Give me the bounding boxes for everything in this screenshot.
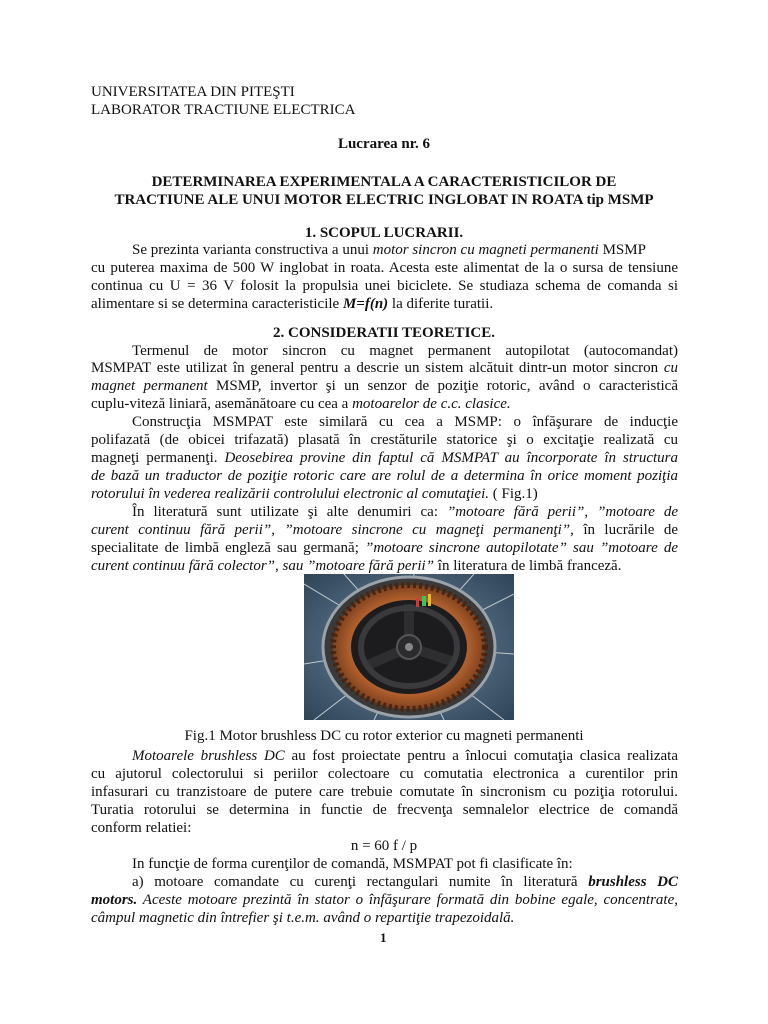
- section3-p1-line5: conform relatiei:: [91, 820, 192, 836]
- text-run-italic: Motoarele brushless DC: [132, 748, 285, 764]
- section1-line2: cu puterea maxima de 500 W inglobat in roata. Acesta este alimentat de la o sursa de tensiune: [91, 260, 678, 276]
- text-run: au fost proiectate pentru a înlocui comutaţia clasica realizata: [284, 748, 678, 764]
- text-run-italic: Aceste motoare prezintă în stator o înfăşurare formată din bobine egale, concentrate,: [137, 892, 678, 908]
- section2-p1-line3: [91, 377, 678, 395]
- text-run-italic: rotorului în vederea realizării controlului electronic al comutaţiei.: [91, 486, 489, 502]
- section2-p3-line3: [91, 539, 678, 557]
- section2-p3-line4: [91, 557, 621, 575]
- document-title-line2: TRACTIUNE ALE UNUI MOTOR ELECTRIC INGLOBAT IN ROATA tip MSMP: [114, 192, 654, 208]
- text-run-italic: motoarelor de c.c. clasice.: [352, 396, 511, 412]
- section3-p3-line1: [132, 873, 678, 891]
- text-run-bold-italic: brushless DC: [588, 874, 678, 890]
- section3-p3-line3: câmpul magnetic din întrefier şi t.e.m. având o repartiţie trapezoidală.: [91, 910, 515, 926]
- page-number: 1: [380, 930, 387, 945]
- document-title-line1: DETERMINAREA EXPERIMENTALA A CARACTERISTICILOR DE: [151, 174, 617, 190]
- section2-p2-line5: [91, 485, 538, 503]
- section2-p1-line2: [91, 359, 678, 377]
- section2-p2-line3: [91, 449, 678, 467]
- figure-reference: ( Fig.1): [489, 486, 538, 502]
- text-run: În literatură sunt utilizate şi alte denumiri ca:: [132, 504, 447, 520]
- section3-p3-line2: [91, 891, 678, 909]
- section3-p1-line2: cu ajutorul colectorului si periilor colectoare cu comutatia electronica a curentilor prin: [91, 766, 678, 782]
- section3-p1-line4: Turatia rotorului se determina in functie de frecvenţa semnalelor electrice de comandă: [91, 802, 678, 818]
- lab-name: LABORATOR TRACTIUNE ELECTRICA: [91, 102, 356, 118]
- text-run: specialitate de limbă engleză sau germană;: [91, 540, 365, 556]
- text-run-italic: motor sincron cu magneti permanenti: [372, 242, 599, 258]
- text-run: cuplu-viteză liniară, asemănătoare cu cea a: [91, 396, 353, 412]
- text-run: alimentare si se determina caracteristicile: [91, 296, 343, 312]
- section2-p3-line2: [91, 521, 678, 539]
- section1-line4: [91, 295, 493, 313]
- brushless-motor-image: [304, 574, 514, 720]
- section1-heading: 1. SCOPUL LUCRARII.: [304, 225, 464, 241]
- text-run: la diferite turatii.: [388, 296, 494, 312]
- text-run-italic: cu: [663, 360, 678, 376]
- text-run-italic: curent continuu fără perii”, ”motoare sincrone cu magneţi permanenţi”,: [91, 522, 574, 538]
- section1-line3: continua cu U = 36 V folosit la propulsia unei biciclete. Se studiaza schema de comanda si: [91, 278, 678, 294]
- section3-p1-line3: infasurari cu tranzistoare de putere care trebuie comutate în sincronism cu poziţia rotorului.: [91, 784, 678, 800]
- section2-heading: 2. CONSIDERATII TEORETICE.: [272, 325, 495, 341]
- text-run: MSMP, invertor şi un senzor de poziţie rotoric, având o caracteristică: [207, 378, 678, 394]
- formula: n = 60 f / p: [350, 838, 418, 854]
- text-run-italic: curent continuu fără colector”, sau ”motoare fără perii”: [91, 558, 435, 574]
- section2-p2-line1: Construcţia MSMPAT este similară cu cea a MSMP: o înfăşurare de inducţie: [132, 414, 678, 430]
- section2-p1-line1: Termenul de motor sincron cu magnet permanent autopilotat (autocomandat): [132, 343, 678, 359]
- section2-p2-line4: de bază un traductor de poziţie rotoric care are rolul de a determina în orice moment poziţia: [91, 468, 678, 484]
- text-run-bold-italic: motors.: [91, 892, 138, 908]
- text-run: MSMP: [598, 242, 646, 258]
- section2-p3-line1: [132, 503, 678, 521]
- text-run: a) motoare comandate cu curenţi rectangulari numite în literatură: [132, 874, 589, 890]
- section2-p1-line4: [91, 395, 511, 413]
- section2-p2-line2: polifazată (de obicei trifazată) plasată în crestăturile statorice şi o excitaţie realizată cu: [91, 432, 678, 448]
- text-run: MSMPAT este utilizat în general pentru a descrie un sistem alcătuit dintr-un motor sincron: [91, 360, 664, 376]
- motor-photo: [304, 574, 514, 720]
- figure-caption: Fig.1 Motor brushless DC cu rotor exterior cu magneti permanenti: [184, 728, 584, 744]
- text-run: Se prezinta varianta constructiva a unui: [132, 242, 373, 258]
- text-run-italic: Deosebirea provine din faptul că MSMPAT au încorporate în structura: [224, 450, 679, 466]
- section1-line1: [132, 241, 678, 259]
- text-run-italic: ”motoare sincrone autopilotate” sau ”motoare de: [364, 540, 678, 556]
- university-name: UNIVERSITATEA DIN PITEŞTI: [91, 84, 295, 100]
- section3-p2-line1: In funcţie de forma curenţilor de comandă, MSMPAT pot fi clasificate în:: [132, 856, 573, 872]
- formula-inline: M=f(n): [342, 296, 389, 312]
- work-number: Lucrarea nr. 6: [337, 136, 431, 152]
- text-run: în lucrările de: [573, 522, 678, 538]
- section3-p1-line1: [132, 747, 678, 765]
- text-run-italic: magnet permanent: [91, 378, 208, 394]
- text-run: în literatura de limbă franceză.: [434, 558, 622, 574]
- text-run: magneţi permanenţi.: [91, 450, 225, 466]
- text-run-italic: ”motoare fără perii”, ”motoare de: [446, 504, 678, 520]
